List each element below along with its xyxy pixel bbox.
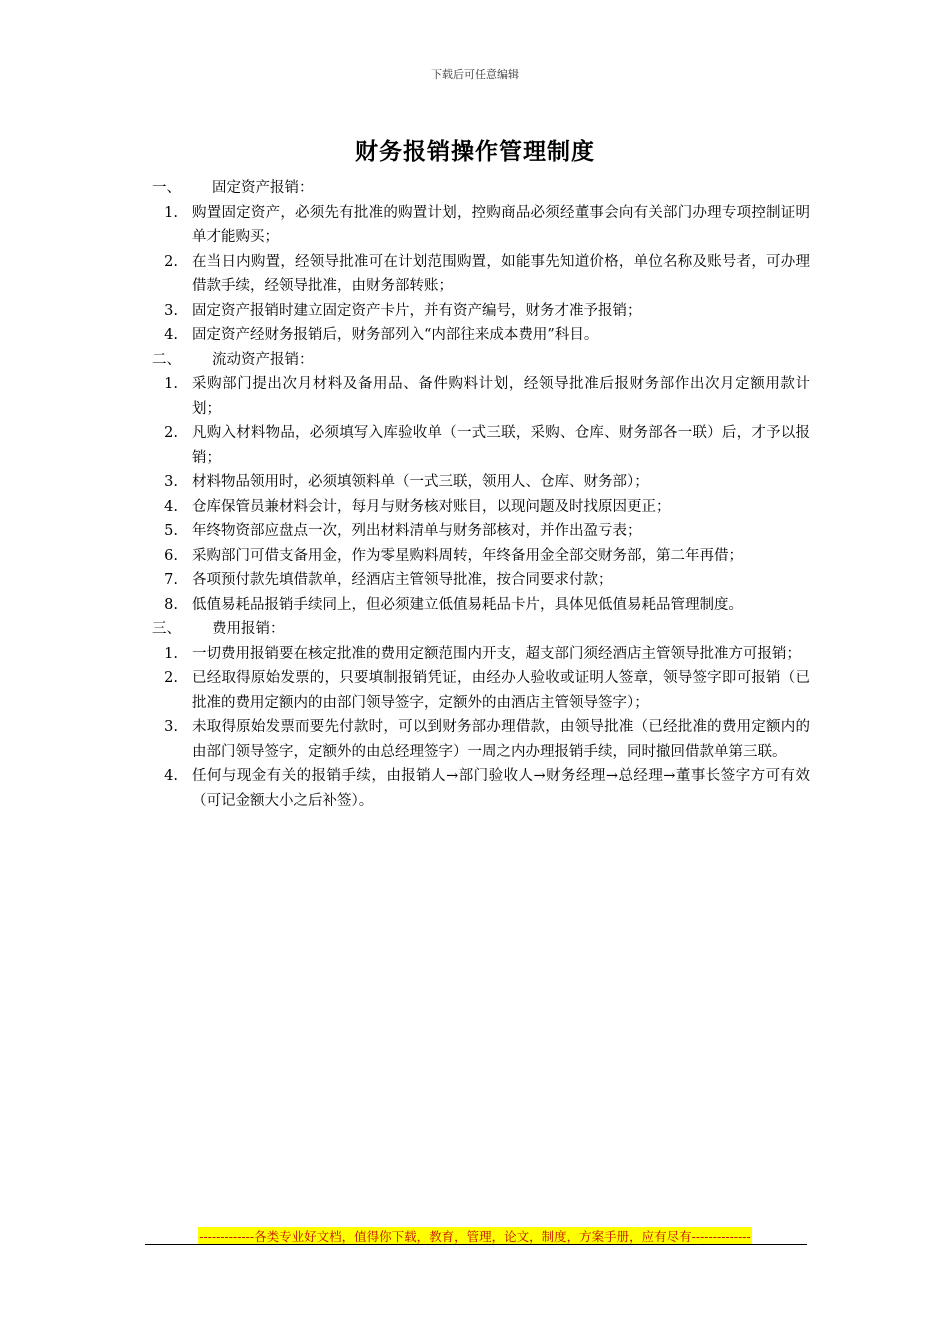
list-item-text: 仓库保管员兼材料会计，每月与财务核对账目，以现问题及时找原因更正；	[192, 498, 671, 515]
list-item	[150, 201, 810, 250]
list-item-number: 1.	[164, 376, 178, 392]
list-item	[150, 666, 810, 715]
list-item-text: 各项预付款先填借款单，经酒店主管领导批准，按合同要求付款；	[192, 572, 613, 588]
footer-divider	[145, 1244, 807, 1245]
section-label: 固定资产报销：	[212, 180, 314, 196]
list-item	[150, 568, 810, 593]
document-body	[150, 176, 810, 813]
list-item-text: 年终物资部应盘点一次，列出材料清单与财务部核对，并作出盈亏表；	[192, 523, 642, 539]
list-item-number: 3.	[164, 474, 178, 490]
list-item	[150, 519, 810, 544]
list-item-number: 2.	[164, 670, 178, 686]
list-item-number: 1.	[164, 204, 178, 221]
list-item-text: 材料物品领用时，必须填领料单（一式三联，领用人、仓库、财务部）；	[192, 474, 649, 490]
list-item	[150, 764, 810, 813]
list-item-number: 3.	[164, 719, 178, 735]
section-label: 费用报销：	[212, 621, 285, 637]
list-item	[150, 544, 810, 569]
list-item-text: 低值易耗品报销手续同上，但必须建立低值易耗品卡片，具体见低值易耗品管理制度。	[192, 596, 743, 613]
list-item	[150, 250, 810, 299]
list-item-number: 6.	[164, 547, 178, 564]
list-item-text: 在当日内购置，经领导批准可在计划范围购置，如能事先知道价格，单位名称及账号者，可办理借款手续，经领导批准，由财务部转账；	[192, 253, 810, 294]
list-item-number: 4.	[164, 327, 178, 343]
section-heading	[150, 617, 810, 642]
list-item-number: 5.	[164, 523, 178, 539]
section-heading	[150, 348, 810, 373]
section-number: 二、	[152, 351, 181, 368]
header-note: 下载后可任意编辑	[431, 68, 519, 81]
list-item	[150, 323, 810, 348]
list-item-text: 购置固定资产，必须先有批准的购置计划，控购商品必须经董事会向有关部门办理专项控制证明单才能购买；	[192, 204, 810, 245]
list-item-number: 7.	[164, 572, 178, 588]
list-item-number: 2.	[164, 253, 178, 270]
section-expenses	[150, 617, 810, 813]
list-item	[150, 299, 810, 324]
list-item	[150, 421, 810, 470]
list-item-number: 4.	[164, 498, 178, 515]
list-item	[150, 495, 810, 520]
section-current-assets	[150, 348, 810, 618]
section-fixed-assets	[150, 176, 810, 348]
list-item	[150, 372, 810, 421]
section-number: 三、	[152, 621, 181, 637]
list-item-text: 一切费用报销要在核定批准的费用定额范围内开支，超支部门须经酒店主管领导批准方可报销；	[192, 645, 801, 662]
list-item	[150, 593, 810, 618]
list-item-text: 未取得原始发票而要先付款时，可以到财务部办理借款，由领导批准（已经批准的费用定额内的由部门领导签字，定额外的由总经理签字）一周之内办理报销手续，同时撤回借款单第三联。	[192, 719, 810, 760]
section-label: 流动资产报销：	[212, 351, 314, 368]
list-item-text: 采购部门提出次月材料及备用品、备件购料计划，经领导批准后报财务部作出次月定额用款计划；	[192, 376, 810, 417]
footer-banner	[0, 1226, 950, 1245]
list-item-text: 固定资产报销时建立固定资产卡片，并有资产编号，财务才准予报销；	[192, 302, 642, 319]
document-title: 财务报销操作管理制度	[355, 139, 595, 165]
list-item	[150, 715, 810, 764]
list-item-text: 已经取得原始发票的，只要填制报销凭证，由经办人验收或证明人签章，领导签字即可报销（已批准的费用定额内的由部门领导签字，定额外的由酒店主管领导签字）；	[192, 670, 810, 711]
list-item-text: 采购部门可借支备用金，作为零星购料周转，年终备用金全部交财务部，第二年再借；	[192, 547, 743, 564]
list-item	[150, 642, 810, 667]
list-item-number: 2.	[164, 425, 178, 441]
list-item-text: 固定资产经财务报销后，财务部列入“内部往来成本费用”科目。	[192, 327, 599, 343]
section-number: 一、	[152, 180, 181, 196]
footer-banner-text: -------------各类专业好文档，值得你下载，教育，管理，论文，制度，方案手册，应有尽有--------------	[199, 1229, 751, 1244]
list-item-text: 凡购入材料物品，必须填写入库验收单（一式三联，采购、仓库、财务部各一联）后，才予以报销；	[192, 425, 810, 466]
list-item-text: 任何与现金有关的报销手续，由报销人→部门验收人→财务经理→总经理→董事长签字方可有效（可记金额大小之后补签）。	[192, 768, 810, 809]
list-item-number: 1.	[164, 645, 178, 662]
list-item-number: 3.	[164, 302, 178, 319]
list-item	[150, 470, 810, 495]
list-item-number: 4.	[164, 768, 178, 784]
section-heading	[150, 176, 810, 201]
list-item-number: 8.	[164, 596, 178, 613]
